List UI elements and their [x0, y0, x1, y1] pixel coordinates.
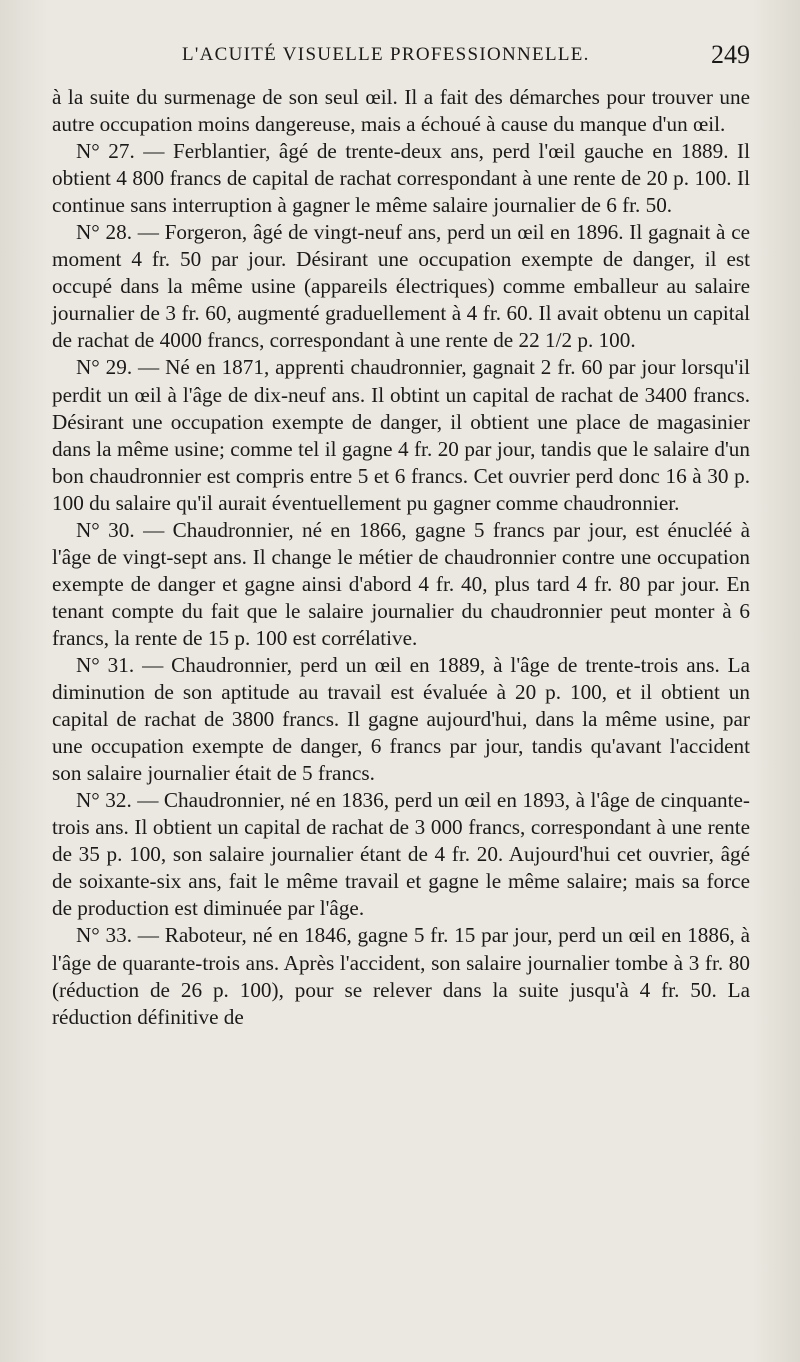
paragraph-continuation: à la suite du surmenage de son seul œil. Il a fait des démarches pour trouver une autre occupation moins dangereuse, mais a échoué à cause du manque d'un œil. — [52, 85, 750, 137]
paragraph-case-33: N° 33. — Raboteur, né en 1846, gagne 5 fr. 15 par jour, perd un œil en 1886, à l'âge de quarante-trois ans. Après l'accident, son salaire journalier tombe à 3 fr. 80 (réduction de 26 p. 100), pour se relever dans la suite jusqu'à 4 fr. 50. La réduction définitive de — [52, 923, 750, 1029]
paragraph-case-30: N° 30. — Chaudronnier, né en 1866, gagne 5 francs par jour, est énucléé à l'âge de vingt-sept ans. Il change le métier de chaudronnier contre une occupation exempte de danger et gagne ainsi d'abord 4 fr. 40, plus tard 4 fr. 80 par jour. En tenant compte du fait que le salaire journalier du chaudronnier peut monter à 6 francs, la rente de 15 p. 100 est corrélative. — [52, 517, 750, 650]
paragraph-case-31: N° 31. — Chaudronnier, perd un œil en 1889, à l'âge de trente-trois ans. La diminution de son aptitude au travail est évaluée à 20 p. 100, et il obtient un capital de rachat de 3800 francs. Il gagne aujourd'hui, dans la même usine, par une occupation exempte de danger, 6 francs par jour, tandis qu'avant l'accident son salaire journalier était de 5 francs. — [52, 652, 750, 786]
paragraph-case-27: N° 27. — Ferblantier, âgé de trente-deux ans, perd l'œil gauche en 1889. Il obtient 4 800 francs de capital de rachat correspondant à une rente de 20 p. 100. Il continue sans interruption à gagner le même salaire journalier de 6 fr. 50. — [52, 139, 750, 218]
page-number: 249 — [711, 40, 750, 69]
paragraph-case-28: N° 28. — Forgeron, âgé de vingt-neuf ans, perd un œil en 1896. Il gagnait à ce moment 4 fr. 50 par jour. Désirant une occupation exempte de danger, il est occupé dans la même usine (appareils électriques) comme emballeur au salaire journalier de 3 fr. 60, augmenté graduellement à 4 fr. 60. Il avait obtenu un capital de rachat de 4000 francs, correspondant à une rente de 22 1/2 p. 100. — [52, 220, 750, 353]
paragraph-case-32: N° 32. — Chaudronnier, né en 1836, perd un œil en 1893, à l'âge de cinquante-trois ans. Il obtient un capital de rachat de 3 000 francs, correspondant à une rente de 35 p. 100, son salaire journalier étant de 4 fr. 20. Aujourd'hui cet ouvrier, âgé de soixante-six ans, fait le même travail et gagne le même salaire; mais sa force de production est diminuée par l'âge. — [52, 788, 750, 921]
body-text — [52, 84, 750, 1031]
paragraph-case-29: N° 29. — Né en 1871, apprenti chaudronnier, gagnait 2 fr. 60 par jour lorsqu'il perdit un œil à l'âge de dix-neuf ans. Il obtint un capital de rachat de 3400 francs. Désirant une occupation exempte de danger, il obtient une place de magasinier dans la même usine; comme tel il gagne 4 fr. 20 par jour, tandis que le salaire d'un bon chaudronnier est compris entre 5 et 6 francs. Cet ouvrier perd donc 16 à 30 p. 100 du salaire qu'il aurait éventuellement pu gagner comme chaudronnier. — [52, 355, 750, 515]
page-header — [52, 40, 752, 74]
running-title: L'ACUITÉ VISUELLE PROFESSIONNELLE. — [182, 44, 590, 65]
